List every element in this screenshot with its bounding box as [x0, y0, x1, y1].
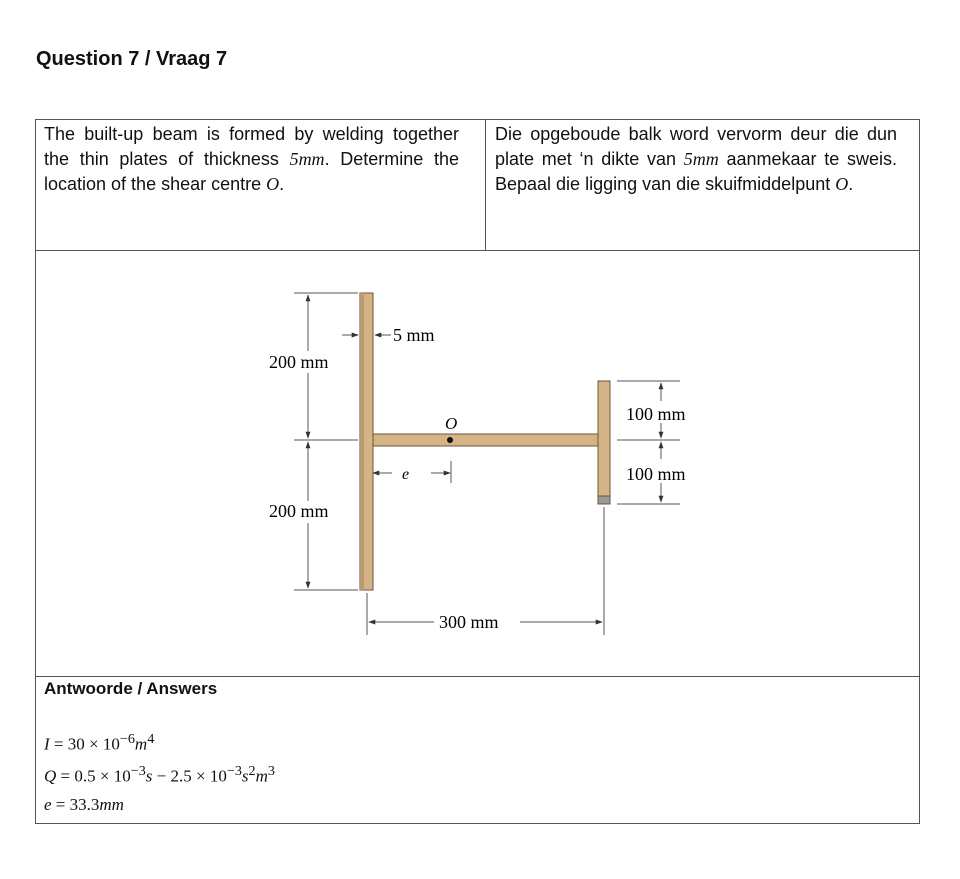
web-length-label: 300 mm — [439, 612, 499, 632]
thickness-dim-label: 5 mm — [393, 325, 435, 345]
question-afrikaans-cell — [486, 120, 919, 250]
web-plate — [373, 434, 598, 446]
figure-row — [36, 251, 919, 677]
q-af-thickness: 5mm — [683, 149, 719, 169]
question-table — [35, 119, 920, 824]
shear-centre-label: O — [445, 414, 458, 433]
q-en-part1: The built-up beam is formed by welding together the thin plates of thickness — [44, 124, 459, 169]
q-af-part1: Die opgeboude balk word vervorm deur die dun plate met ‘n dikte van — [495, 124, 897, 169]
q-en-part3: . — [279, 174, 285, 194]
q-en-thickness: 5mm — [289, 149, 325, 169]
beam-figure — [36, 251, 919, 676]
q-af-part3: . — [848, 174, 854, 194]
left-flange-plate — [360, 293, 373, 590]
offset-label: e — [402, 466, 410, 483]
answers-row — [36, 677, 919, 823]
question-row — [36, 120, 919, 251]
lower-left-height-label: 200 mm — [269, 501, 329, 521]
answers-heading: Antwoorde / Answers — [44, 679, 218, 698]
upper-right-height-label: 100 mm — [626, 404, 686, 424]
q-en-point: O — [266, 174, 280, 194]
lower-right-height-label: 100 mm — [626, 464, 686, 484]
answer-first-moment: $Q = 0.5 \times 10^{-3}s - 2.5 \times 10^{-3}s^2m^3$ — [44, 763, 275, 786]
answer-moment-of-inertia: $I = 30 \times 10^{-6}m^4$ — [44, 731, 155, 754]
q-en-part2: . Determine the location of the shear centre — [44, 149, 459, 194]
question-afrikaans-text — [495, 122, 897, 197]
answer-shear-centre-offset: e = 33.3mm — [44, 795, 124, 814]
right-flange-plate — [598, 381, 610, 504]
q-af-part2: aanmekaar te sweis. Bepaal die ligging van die skuifmiddelpunt — [495, 149, 897, 194]
question-title: Question 7 / Vraag 7 — [36, 48, 228, 70]
upper-left-height-label: 200 mm — [269, 352, 329, 372]
q-af-point: O — [835, 174, 849, 194]
question-english-cell — [36, 120, 486, 250]
question-english-text — [44, 122, 459, 197]
shear-centre-point — [447, 437, 453, 443]
